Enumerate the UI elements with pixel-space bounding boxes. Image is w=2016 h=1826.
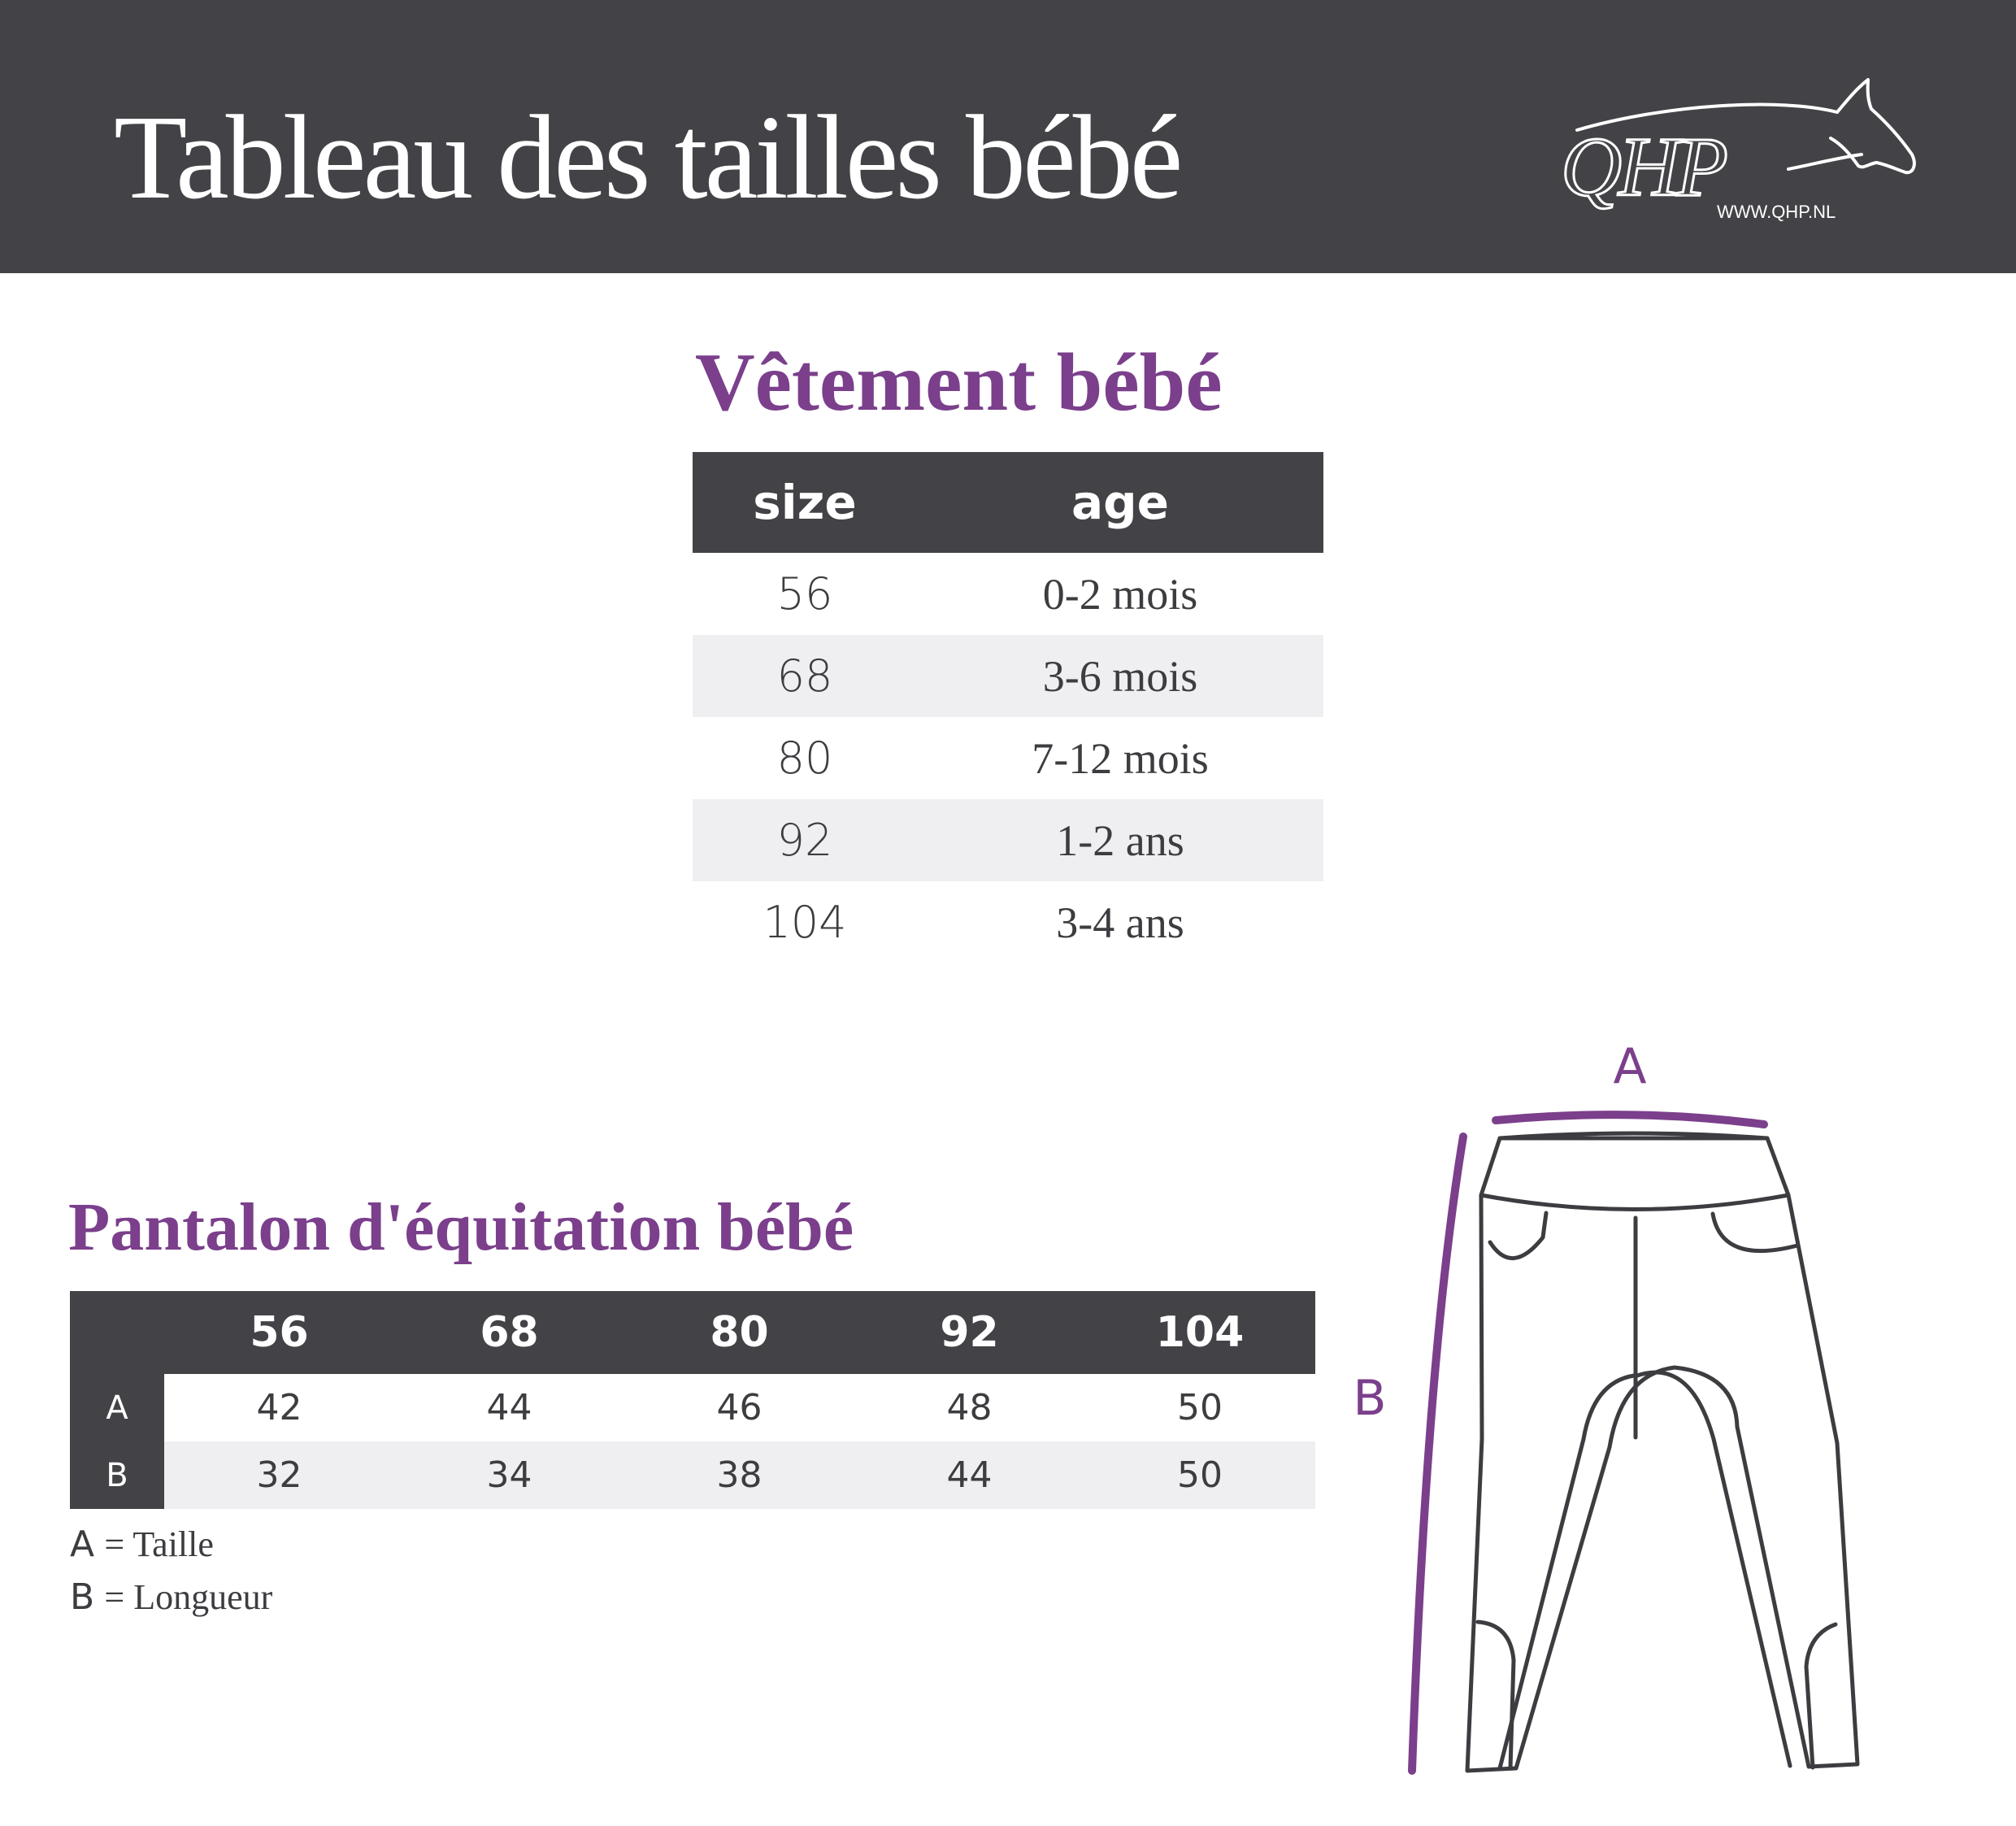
age-cell: 3-4 ans — [1056, 898, 1184, 947]
diagram-label-a: A — [1613, 1038, 1647, 1095]
row-label: A — [70, 1374, 164, 1441]
measure-line-b — [1412, 1137, 1463, 1771]
table-header-row — [70, 1291, 1315, 1374]
measure-cell: 50 — [1084, 1441, 1315, 1509]
breeches-size-table — [70, 1291, 1315, 1509]
breeches-outline — [1467, 1133, 1857, 1771]
column-header-size: size — [693, 452, 917, 553]
age-cell: 1-2 ans — [917, 799, 1323, 881]
measure-cell: 32 — [164, 1441, 394, 1509]
measure-cell: 50 — [1177, 1387, 1223, 1428]
size-header-92: 92 — [854, 1291, 1084, 1374]
size-header-56: 56 — [164, 1291, 394, 1374]
row-label: B — [70, 1441, 164, 1509]
age-cell: 3-6 mois — [917, 635, 1323, 717]
table-row — [693, 799, 1323, 881]
measure-line-a — [1496, 1115, 1764, 1124]
legend-item-a — [70, 1524, 214, 1565]
measure-cell: 42 — [256, 1387, 302, 1428]
size-cell: 56 — [776, 568, 833, 620]
measure-cell: 48 — [946, 1387, 993, 1428]
size-header-68: 68 — [394, 1291, 624, 1374]
size-header-104: 104 — [1084, 1291, 1315, 1374]
measure-cell: 46 — [716, 1387, 763, 1428]
logo-url: WWW.QHP.NL — [1717, 202, 1836, 222]
page-title: Tableau des tailles bébé — [114, 91, 1180, 224]
legend-text: = Taille — [104, 1524, 214, 1564]
measure-cell: 44 — [486, 1387, 532, 1428]
column-header-age: age — [917, 452, 1323, 553]
qhp-logo — [1545, 73, 1918, 228]
legend-key: B — [70, 1576, 95, 1618]
diagram-label-b: B — [1353, 1370, 1387, 1427]
table-row-b — [70, 1441, 1315, 1509]
legend-text: = Longueur — [104, 1577, 273, 1617]
size-cell: 104 — [763, 897, 847, 948]
legend-item-b — [70, 1576, 273, 1618]
age-cell: 0-2 mois — [1042, 569, 1198, 619]
table-row — [693, 553, 1323, 635]
header-bar — [0, 0, 2016, 273]
breeches-diagram — [1333, 1033, 1862, 1789]
measure-cell: 44 — [854, 1441, 1084, 1509]
corner-cell — [70, 1291, 164, 1374]
age-cell: 7-12 mois — [1032, 733, 1209, 783]
clothing-size-table — [693, 452, 1323, 963]
size-header-80: 80 — [624, 1291, 854, 1374]
table-row — [693, 881, 1323, 963]
table-row — [693, 717, 1323, 799]
size-cell: 80 — [776, 733, 833, 784]
size-cell: 68 — [693, 635, 917, 717]
legend-key: A — [70, 1524, 95, 1565]
table-row — [693, 635, 1323, 717]
measure-cell: 38 — [624, 1441, 854, 1509]
logo-text: QHP — [1561, 120, 1725, 214]
measure-cell: 34 — [394, 1441, 624, 1509]
clothing-section-title: Vêtement bébé — [695, 337, 1223, 428]
table-header-row — [693, 452, 1323, 553]
size-cell: 92 — [693, 799, 917, 881]
breeches-section-title: Pantalon d'équitation bébé — [68, 1189, 854, 1265]
table-row-a — [70, 1374, 1315, 1441]
